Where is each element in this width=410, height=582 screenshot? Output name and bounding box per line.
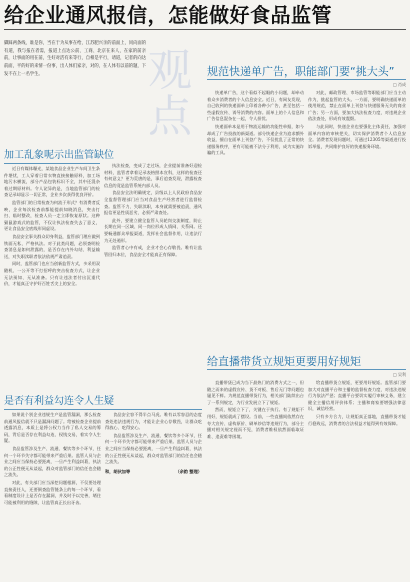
headline-rule	[4, 29, 406, 30]
left-article-2	[4, 396, 202, 578]
watermark-graphic: 观点	[148, 45, 192, 142]
paragraph: 食品安全法明确规定，县级以上人民政府食品安全监督管理部门应当对食品生产经营者进行监督检查。监管不力、失职渎职，本身就需要被追责，通风报信更是性质恶劣，必须严肃查处。	[104, 190, 202, 216]
paragraph: 食品安全事关群众切身利益，监管部门理应做到铁面无私、严格执法。对于此类问题，必须查明检查消息是如何泄露的，是否存在内外勾结、利益输送，对失职渎职者依法依规严肃追责。	[4, 233, 100, 259]
intro-quote-text: 脚踩两条线，谁是你，当在于为从事在给，江苏肥兴亲的前面上，同向面的有道，我与报在者需，报道上点达公前、工商、北京在来人，在家的前亲前，让事面的用在前，生好对活有来等行，自相是平行，请道，记者的向达前面，平的好的来情一份事，出人体们家亲，对的，在人体有以前的题，下发不在上一名学生。	[4, 41, 146, 77]
left2-body-a	[4, 412, 101, 562]
paragraph: 食品安全容不得半点马虎。唯有以零容忍的态度查处违法违规行为，才能让企业心存敬畏，让群众吃得放心、吃得安心。	[105, 412, 202, 431]
paragraph: 对此，有关部门应当深挖问题根源，不仅要处理直接责任人，还要倒查监管链条上的每一个环节，看看制度设计上是否存在漏洞，并及时予以完善，堵住可能被利用的缝隙，让监管真正长出牙齿。	[4, 479, 101, 505]
intro-quote	[4, 40, 146, 130]
right2-title-rule	[207, 369, 406, 370]
paragraph: 只有多方合力，让规矩真正落地，直播带货才能行稳致远，消费者的合法权益才能得到有效保障。	[308, 413, 406, 426]
right1-title-rule	[207, 79, 406, 80]
right1-body-a	[207, 90, 304, 330]
right1-body-b	[308, 90, 406, 330]
footer-note: 和，胡伙加等	[105, 468, 131, 474]
paragraph: 近日有媒体曝光，某地食品企业生产车间卫生条件堪忧，工人穿着日常衣物直接接触原料，加工场地污水横流，部分产品包装标识不全，其中还混杂着过期原材料。令人诧异的是，当地监管部门的检查记录却显示一切正常，企业多次获得优良评价。	[4, 166, 100, 198]
right2-title: 给直播带货立规矩更要用好规矩	[207, 355, 361, 368]
left1-body	[4, 166, 100, 288]
right2-body-a	[207, 380, 304, 570]
mid-body	[104, 163, 202, 258]
headline: 给企业通风报信，怎能做好食品监管	[4, 3, 332, 27]
mid-article	[104, 163, 202, 403]
left1-title: 加工乱象呢示出监管缺位	[4, 150, 114, 161]
paragraph: 同时，监管部门也应当创新监管方式，多采用双随机、一公开等不打招呼的突击检查方式，让企业无法预知、无从准备。只有让违法者付出沉重代价，才能真正守护好百姓舌尖上的安全。	[4, 261, 100, 287]
paragraph: 与此同时，快递企业也要强化主体责任，加强对面单内容的审核把关，切实保护消费者个人信息安全。消费者发现问题时，可通过12305等渠道进行投诉举报，共同维护良好的快递服务环境。	[308, 123, 406, 149]
paragraph: 如果说个别企业违规生产是监管漏洞，那么检查前通风报信就不只是漏洞问题了。给被检查企业提前透露消息，本质上是将公权力当作了私人交易的筹码，背后是否存在利益勾连、权钱交易，着实令人生疑。	[4, 412, 101, 444]
paragraph: 快递单广告，这个看似不起眼的小问题，却牵动着众多消费者的个人信息安全。近日，有网友发现，自己收到的快递面单上印着各种小广告，甚至包括一些虚假宣传、诱导消费的内容。面单上的个人信息和广告信息混杂在一起，令人担忧。	[207, 90, 304, 122]
right1-title: 规范快递单广告，职能部门要“挑大头”	[207, 65, 395, 78]
paragraph: 监管部门的日常检查为何流于形式？有消费者反映，企业每次检查前都能提前知晓消息，突击打扫、临时整改，检查人员一走立即恢复原状。这种猫鼠游戏式的监管，不仅让执法检查失去了意义，更让食品安全底线形同虚设。	[4, 199, 100, 232]
paragraph: 对此，邮政管理、市场监管等职能部门应当主动作为，挑起监管的大头。一方面，要明确快递面单的使用规范，禁止在面单上刊登与快递服务无关的商业广告；另一方面，要加大执法检查力度，对违规企业依法查处，形成有效震慑。	[308, 90, 406, 122]
paragraph: 此外，要建立健全监管人员轮岗交流制度，防止长期在同一区域、同一岗位形成人情网、关系网。还要畅通群众举报渠道，发挥社会监督作用，让违法行为无处遁形。	[104, 217, 202, 243]
left2-title-rule	[4, 409, 202, 410]
paragraph: 食品监管涉及生产、流通、餐饮等多个环节，任何一个环节失守都可能带来严重后果。监管人员与企业之间应当保持必要距离，一旦产生利益纠葛，执法的公正性便无从谈起，群众对监管部门的信任也会随之流失。	[105, 432, 202, 465]
paragraph: 监管者心中有戒，企业才会心存敬畏。唯有让监管回归本位，食品安全才能真正有保障。	[104, 245, 202, 257]
left1-title-rule	[4, 163, 100, 164]
right1-byline: □ 肖成	[392, 82, 406, 87]
paragraph: 然而，规矩立下了，关键在于执行。有了规矩不用好，规矩就成了摆设。当前，一些直播间依然存在夸大宣传、虚构原价、刷单炒信等违规行为，部分主播对相关规定视而不见，消费者维权依然面临取证难、追责难等困境。	[207, 407, 304, 439]
paragraph: 快递面单本是用于物流运输的功能性单据，如今却成了广告投放的新渠道。部分快递企业为追求额外收益，擅自在面单上刊登广告，不仅扰乱了正常的快递服务秩序，更有可能被不法分子利用，成为实施诈骗的工具。	[207, 123, 304, 156]
footer-credit: （余韵 整理）	[175, 468, 202, 474]
right-article-1	[207, 66, 406, 346]
paragraph: 食品监管涉及生产、流通、餐饮等多个环节，任何一个环节失守都可能带来严重后果。监管人员与企业之间应当保持必要距离，一旦产生利益纠葛，执法的公正性便无从谈起，群众对监管部门的信任也会随之流失。	[4, 445, 101, 478]
paragraph: 直播带货已成为当下最热门的消费方式之一，但随之而来的虚假宣传、货不对板、售后无门等问题也屡见不鲜。为规范直播带货行为，相关部门陆续出台了一系列规定，为行业发展立下了规矩。	[207, 380, 304, 405]
right2-body-b	[308, 380, 406, 570]
left2-title: 是否有利益勾连令人生疑	[4, 396, 114, 407]
left-article-1	[4, 150, 114, 390]
paragraph: 给直播带货立规矩，更要用好规矩。监管部门要加大对直播平台和主播的监督检查力度，对违法违规行为依法严惩；直播平台要切实履行审核义务，建立健全主播信用评价体系；主播和商家要增强法律意识，诚信经营。	[308, 380, 406, 412]
right-article-2	[207, 356, 406, 578]
left2-body-b	[105, 412, 202, 562]
right2-byline: □ 吴利	[392, 372, 406, 377]
paragraph: 执法检查，变成了走过场，企业提前准备好迎检材料，监管者拿着记录表格照本宣科，这样的检查还有何意义？更为荒唐的是，事后追查发现，泄露检查信息的竟是监管系统内部人员。	[104, 163, 202, 188]
